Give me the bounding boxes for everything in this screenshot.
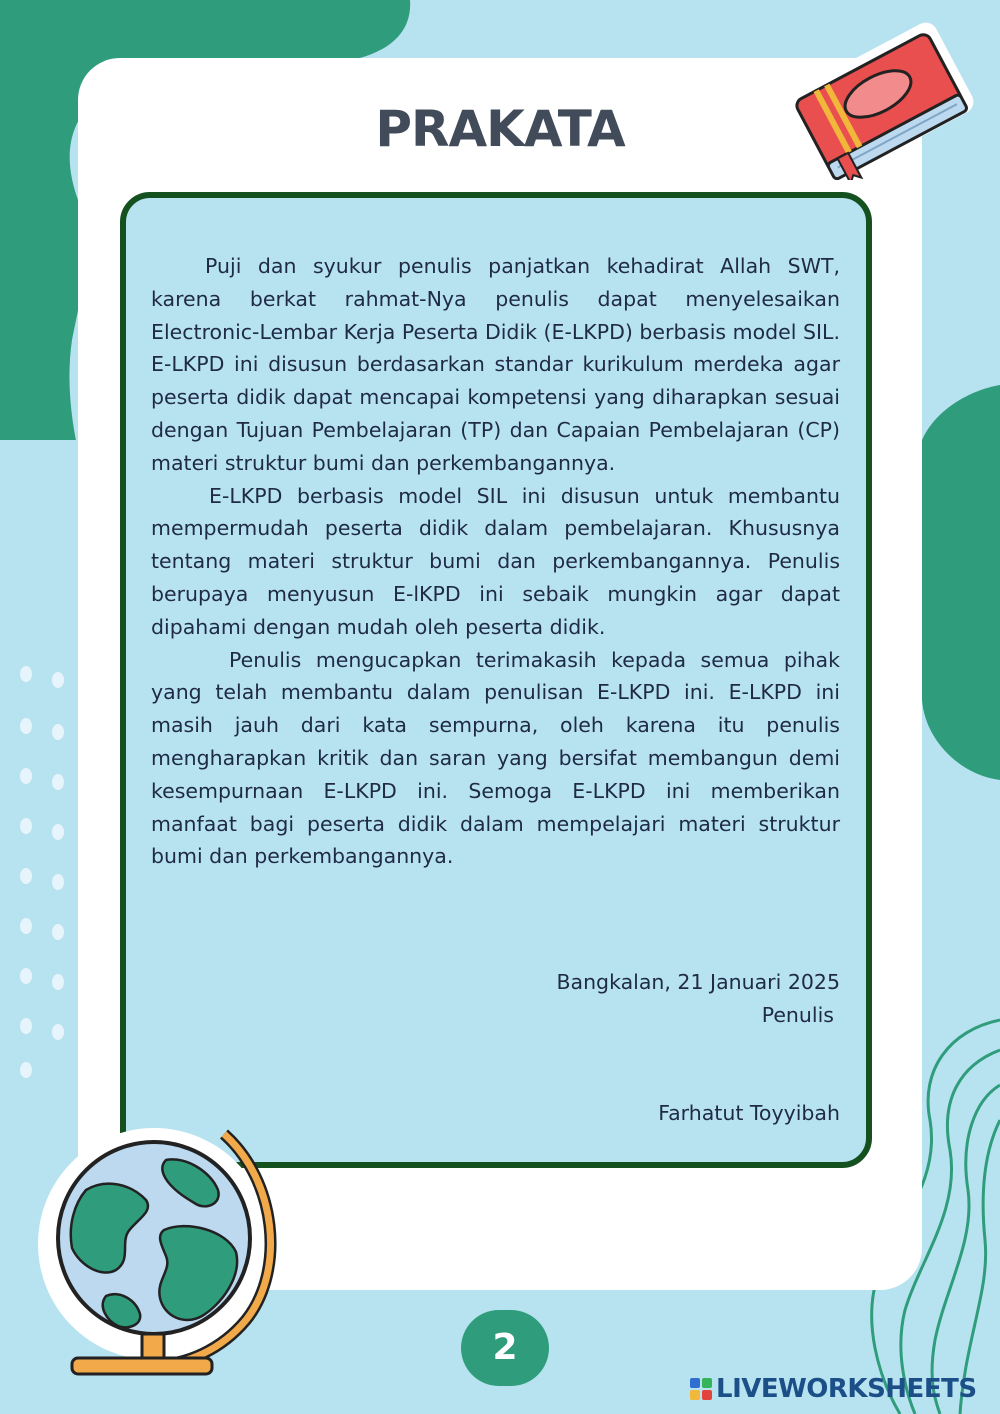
globe-icon — [36, 1120, 286, 1382]
dot-pattern — [20, 666, 64, 1078]
paragraph-1: Puji dan syukur penulis panjatkan kehadirat Allah SWT, karena berkat rahmat-Nya penulis dapat menyelesaikan Electronic-Lembar Kerja Peserta Didik (E-LKPD) berbasis model SIL. E-LKPD ini disusun berdasarkan standar kurikulum merdeka agar peserta didik dapat mencapai kompetensi yang diharapkan sesuai dengan Tujuan Pembelajaran (TP) dan Capaian Pembelajaran (CP) materi struktur bumi dan perkembangannya. — [151, 254, 840, 475]
preface-text — [151, 250, 840, 873]
liveworksheets-brand[interactable] — [690, 1372, 977, 1406]
page-title: PRAKATA — [375, 100, 625, 158]
signature-place-date: Bangkalan, 21 Januari 2025 — [556, 970, 840, 994]
book-icon — [782, 22, 978, 180]
signature-name: Farhatut Toyyibah — [658, 1101, 840, 1125]
paragraph-2: E-LKPD berbasis model SIL ini disusun untuk membantu mempermudah peserta didik dalam pembelajaran. Khususnya tentang materi struktur bumi dan perkembangannya. Penulis berupaya menyusun E-lKPD ini sebaik mungkin agar dapat dipahami dengan mudah oleh peserta didik. — [151, 483, 840, 639]
signature-role: Penulis — [761, 1003, 834, 1027]
right-blob — [922, 385, 1000, 780]
paragraph-3: Penulis mengucapkan terimakasih kepada semua pihak yang telah membantu dalam penulisan E-LKPD ini. E-LKPD ini masih jauh dari kata sempurna, oleh karena itu penulis mengharapkan kritik dan saran yang bersifat membangun demi kesempurnaan E-LKPD ini. Semoga E-LKPD ini memberikan manfaat bagi peserta didik dalam mempelajari materi struktur bumi dan perkembangannya. — [151, 647, 840, 869]
page-number: 2 — [461, 1310, 549, 1386]
liveworksheets-logo-icon — [690, 1378, 712, 1400]
brand-name: LIVEWORKSHEETS — [716, 1374, 977, 1404]
